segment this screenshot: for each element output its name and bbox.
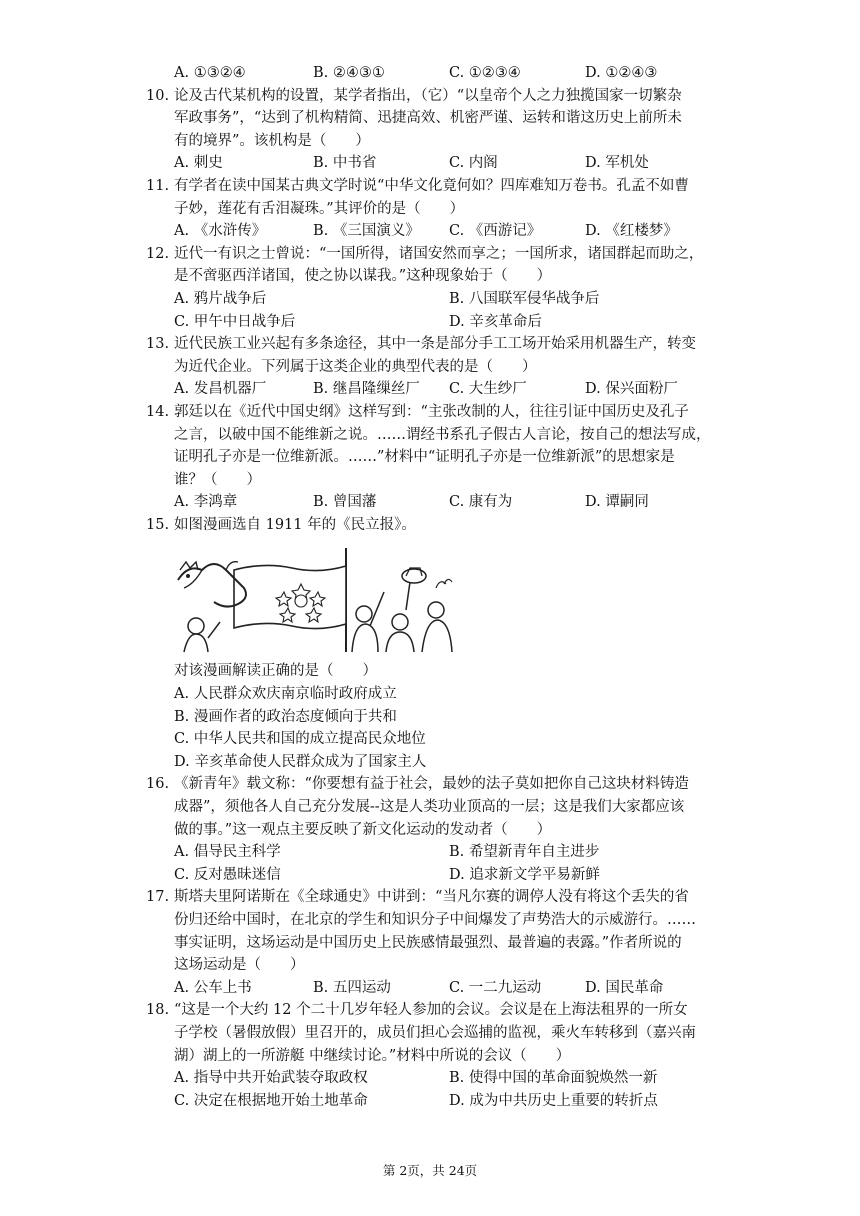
q11-option-a[interactable]: A. 《水浒传》 (174, 223, 267, 240)
q16-number: 16. (146, 776, 170, 793)
q16-option-b[interactable]: B. 希望新青年自主进步 (449, 844, 600, 861)
q16-options-row-2 (146, 864, 736, 887)
q9-option-c[interactable]: C. ①②③④ (449, 65, 521, 81)
q18-option-d[interactable]: D. 成为中共历史上重要的转折点 (449, 1092, 658, 1109)
q18-stem-line-2: 子学校（暑假放假）里召开的，成员们担心会巡捕的监视，乘火车转移到（嘉兴南 (174, 1024, 696, 1041)
q17-stem-line-1: 斯塔夫里阿诺斯在《全球通史》中讲到：“当凡尔赛的调停人没有将这个丢失的省 (174, 889, 689, 906)
q18-option-a[interactable]: A. 指导中共开始武装夺取政权 (174, 1070, 368, 1087)
q17-stem-line-2: 份归还给中国时，在北京的学生和知识分子中间爆发了声势浩大的示威游行。…… (174, 912, 696, 928)
q14-stem-line-2: 之言，以破中国不能维新之说。……谓经书系孔子假古人言论，按自己的想法写成， (174, 426, 711, 443)
q9-option-a[interactable]: A. ①③②④ (174, 65, 246, 81)
q17-option-c[interactable]: C. 一二九运动 (449, 979, 542, 996)
q13-stem-line-2: 为近代企业。下列属于这类企业的典型代表的是（ ） (174, 358, 537, 375)
q18-stem-line-1: “这是一个大约 12 个二十几岁年轻人参加的会议。会议是在上海法租界的一所女 (174, 1002, 688, 1019)
q14-line (146, 469, 736, 492)
q14-option-b[interactable]: B. 曾国藩 (313, 494, 377, 511)
q15-option-c[interactable]: C. 中华人民共和国的成立提高民众地位 (174, 731, 426, 748)
q15-line (146, 728, 736, 751)
q11-options (146, 220, 736, 243)
q13-line (146, 356, 736, 379)
q17-line (146, 909, 736, 932)
q10-line (146, 85, 736, 108)
q15-line (146, 751, 736, 774)
q10-option-d[interactable]: D. 军机处 (585, 155, 649, 172)
q16-stem-line-3: 做的事。”这一观点主要反映了新文化运动的发动者（ ） (174, 821, 552, 838)
q16-option-c[interactable]: C. 反对愚昧迷信 (174, 866, 281, 883)
q15-option-a[interactable]: A. 人民群众欢庆南京临时政府成立 (174, 686, 397, 703)
q17-number: 17. (146, 889, 170, 906)
q9-option-d[interactable]: D. ①②④③ (585, 65, 658, 81)
q16-options-row-1 (146, 841, 736, 864)
q12-options-row-1 (146, 288, 736, 311)
q14-option-d[interactable]: D. 谭嗣同 (585, 494, 649, 511)
q18-line (146, 1045, 736, 1068)
q18-stem-line-3: 湖）湖上的一所游艇 中继续讨论。”材料中所说的会议（ ） (174, 1047, 571, 1064)
q12-option-a[interactable]: A. 鸦片战争后 (174, 290, 267, 307)
q17-line (146, 886, 736, 909)
page-footer: 第 2页，共 24页 (382, 1163, 478, 1178)
q11-line (146, 175, 736, 198)
q12-line (146, 243, 736, 266)
q9-options (146, 62, 736, 85)
q16-line (146, 819, 736, 842)
cartoon-image (174, 540, 454, 656)
q18-option-b[interactable]: B. 使得中国的革命面貌焕然一新 (449, 1070, 658, 1087)
q17-option-d[interactable]: D. 国民革命 (585, 979, 664, 996)
q11-option-d[interactable]: D. 《红楼梦》 (585, 223, 678, 240)
q12-stem-line-2: 是不啻驱西洋诸国，使之协以谋我。”这种现象始于（ ） (174, 268, 552, 285)
q10-options (146, 152, 736, 175)
q10-stem-line-1: 论及古代某机构的设置，某学者指出，（它）“以皇帝个人之力独揽国家一切繁杂 (174, 87, 682, 104)
q15-stem-line-1: 如图漫画选自 1911 年的《民立报》。 (174, 516, 416, 533)
q16-stem-line-1: 《新青年》载文称：“你要想有益于社会，最妙的法子莫如把你自己这块材料铸造 (174, 776, 689, 793)
q15-stem: 对该漫画解读正确的是（ ） (174, 663, 377, 680)
q17-option-a[interactable]: A. 公车上书 (174, 979, 252, 996)
q18-options-row-1 (146, 1067, 736, 1090)
q13-option-d[interactable]: D. 保兴面粉厂 (585, 381, 678, 398)
q12-stem-line-1: 近代一有识之士曾说：“一国所得，诸国安然而享之；一国所求，诸国群起而助之， (174, 245, 704, 262)
q17-stem-line-3: 事实证明，这场运动是中国历史上民族感情最强烈、最普遍的表露。”作者所说的 (174, 934, 682, 951)
q10-number: 10. (146, 87, 170, 104)
q10-stem-line-2: 军政事务”，“达到了机构精简、迅捷高效、机密严谨、运转和谐这历史上前所未 (174, 110, 682, 127)
q17-stem-line-4: 这场运动是（ ） (174, 957, 305, 974)
q10-line (146, 107, 736, 130)
question-list (146, 62, 736, 1112)
q15-line (146, 683, 736, 706)
q13-number: 13. (146, 336, 170, 353)
q14-stem-line-4: 谁？（ ） (174, 471, 261, 488)
q16-line (146, 773, 736, 796)
q12-number: 12. (146, 245, 170, 262)
q10-line (146, 130, 736, 153)
q17-options (146, 977, 736, 1000)
q11-option-b[interactable]: B. 《三国演义》 (313, 223, 420, 240)
q17-option-b[interactable]: B. 五四运动 (313, 979, 391, 996)
q17-line (146, 932, 736, 955)
q14-line (146, 424, 736, 447)
q15-option-b[interactable]: B. 漫画作者的政治态度倾向于共和 (174, 708, 397, 725)
q15-line (146, 706, 736, 729)
q15-number: 15. (146, 516, 170, 533)
q12-options-row-2 (146, 311, 736, 334)
q13-option-c[interactable]: C. 大生纱厂 (449, 381, 527, 398)
q14-line (146, 446, 736, 469)
q13-option-b[interactable]: B. 继昌隆缫丝厂 (313, 381, 420, 398)
q14-option-c[interactable]: C. 康有为 (449, 494, 513, 511)
q14-options (146, 491, 736, 514)
q11-option-c[interactable]: C. 《西游记》 (449, 223, 542, 240)
q18-line (146, 999, 736, 1022)
q18-line (146, 1022, 736, 1045)
q16-line (146, 796, 736, 819)
q11-stem-line-2: 子妙，莲花有舌泪凝珠。”其评价的是（ ） (174, 200, 465, 217)
q12-option-b[interactable]: B. 八国联军侵华战争后 (449, 290, 600, 307)
q18-options-row-2 (146, 1090, 736, 1113)
q10-option-b[interactable]: B. 中书省 (313, 155, 377, 172)
q15-option-d[interactable]: D. 辛亥革命使人民群众成为了国家主人 (174, 753, 427, 770)
q16-stem-line-2: 成器”，须他各人自己充分发展--这是人类功业顶高的一层；这是我们大家都应该 (174, 799, 685, 816)
q14-number: 14. (146, 403, 170, 420)
q18-number: 18. (146, 1002, 170, 1019)
q12-option-c[interactable]: C. 甲午中日战争后 (174, 313, 296, 330)
q14-stem-line-3: 证明孔子亦是一位维新派。……”材料中“证明孔子亦是一位维新派”的思想家是 (174, 449, 675, 466)
q13-option-a[interactable]: A. 发昌机器厂 (174, 381, 267, 398)
q10-option-a[interactable]: A. 刺史 (174, 155, 223, 172)
q14-option-a[interactable]: A. 李鸿章 (174, 494, 238, 511)
q16-option-a[interactable]: A. 倡导民主科学 (174, 844, 281, 861)
q18-option-c[interactable]: C. 决定在根据地开始土地革命 (174, 1092, 368, 1109)
q9-option-b[interactable]: B. ②④③① (313, 65, 385, 81)
q15-cartoon-row (146, 536, 736, 660)
q10-option-c[interactable]: C. 内阁 (449, 155, 498, 172)
q11-number: 11. (146, 177, 170, 194)
q12-line (146, 265, 736, 288)
q14-line (146, 401, 736, 424)
q11-line (146, 198, 736, 221)
q13-options (146, 378, 736, 401)
q15-line (146, 514, 736, 537)
q11-stem-line-1: 有学者在读中国某古典文学时说“中华文化竟何如？四库难知万卷书。孔孟不如曹 (174, 177, 689, 194)
q16-option-d[interactable]: D. 追求新文学平易新鲜 (449, 866, 600, 883)
q15-line (146, 660, 736, 683)
q13-line (146, 333, 736, 356)
q17-line (146, 954, 736, 977)
q10-stem-line-3: 有的境界”。该机构是（ ） (174, 132, 370, 149)
q12-option-d[interactable]: D. 辛亥革命后 (449, 313, 542, 330)
q13-stem-line-1: 近代民族工业兴起有多条途径，其中一条是部分手工工场开始采用机器生产，转变 (174, 336, 696, 353)
q14-stem-line-1: 郭廷以在《近代中国史纲》这样写到：“主张改制的人，往往引证中国历史及孔子 (174, 403, 689, 420)
